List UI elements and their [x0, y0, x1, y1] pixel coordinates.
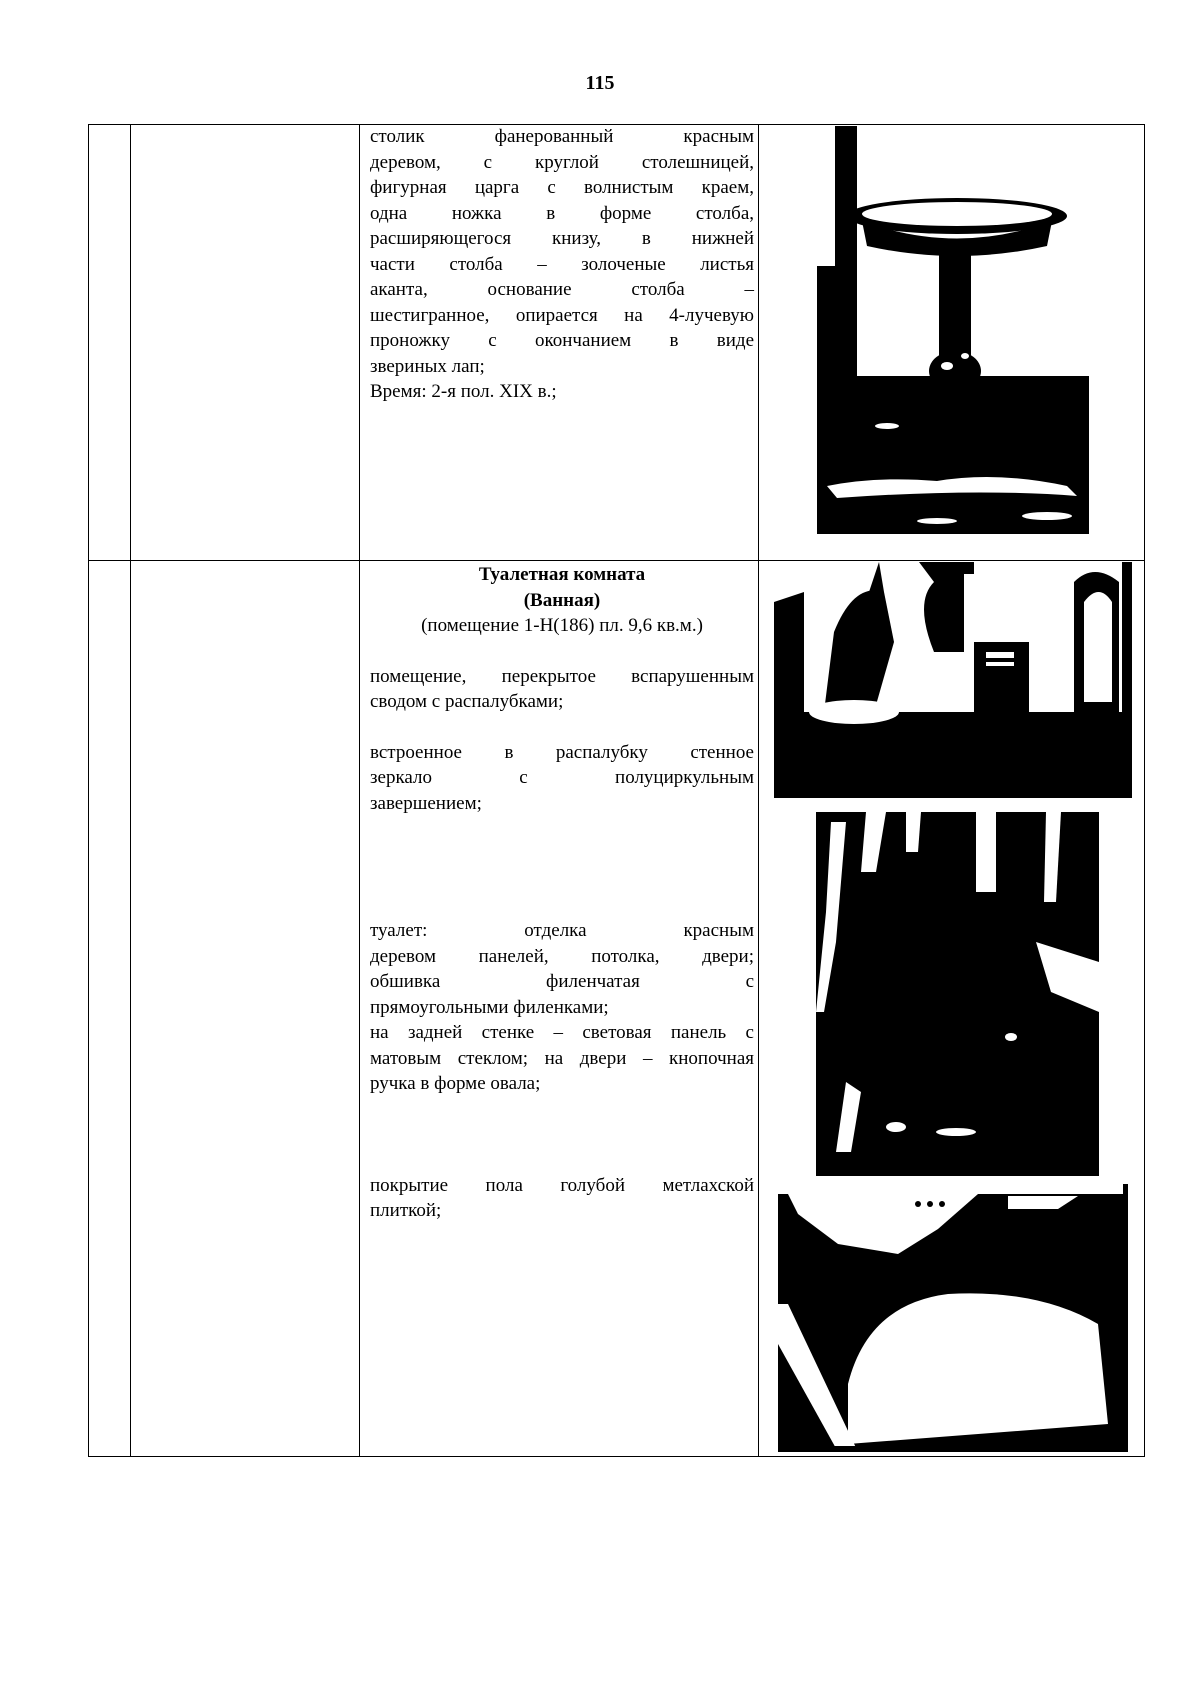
room-subtitle: (помещение 1-Н(186) пл. 9,6 кв.м.) — [421, 615, 703, 636]
paragraph-line: покрытие пола голубой метлахской — [370, 1174, 754, 1196]
paragraph-line: туалет: отделка красным — [370, 920, 754, 941]
paragraph-line: завершением; — [370, 792, 482, 814]
paragraph-line: зеркало с полуциркульным — [370, 767, 754, 788]
inventory-table — [88, 124, 1145, 1457]
page-number: 115 — [585, 72, 615, 94]
time-period: Время: 2-я пол. XIX в.; — [370, 381, 557, 402]
room-title-alt: (Ванная) — [523, 589, 601, 611]
row2-description — [370, 562, 754, 1224]
column-divider — [758, 124, 759, 1457]
description-line: расширяющегося книзу, в нижней — [370, 228, 754, 249]
table-right-border — [1144, 124, 1145, 1457]
paragraph-line: сводом с распалубками; — [370, 691, 564, 712]
description-line: проножку с окончанием в виде — [370, 330, 754, 351]
tile-floor-photo — [778, 1184, 1128, 1452]
description-line: шестигранное, опирается на 4-лучевую — [370, 304, 754, 326]
paragraph-line: прямоугольными филенками; — [370, 996, 609, 1018]
paragraph-line: ручка в форме овала; — [370, 1073, 541, 1094]
description-line: деревом, с круглой столешницей, — [370, 151, 754, 173]
paragraph-line: встроенное в распалубку стенное — [370, 741, 754, 763]
row1-description — [370, 124, 754, 405]
description-line: аканта, основание столба – — [370, 279, 754, 300]
paragraph-line: деревом панелей, потолка, двери; — [370, 945, 754, 967]
table-left-border — [88, 124, 89, 1457]
row-divider — [88, 560, 1145, 561]
mirror-room-photo — [774, 562, 1132, 798]
round-table-photo — [817, 126, 1089, 534]
paragraph-line: плиткой; — [370, 1200, 442, 1221]
description-line: части столба – золоченые листья — [370, 253, 754, 275]
description-line: столик фанерованный красным — [370, 126, 754, 147]
paragraph-line: на задней стенке – световая панель с — [370, 1022, 754, 1043]
paragraph-line: помещение, перекрытое вспарушенным — [370, 665, 754, 687]
description-line: одна ножка в форме столба, — [370, 202, 754, 224]
description-line: звериных лап; — [370, 355, 485, 377]
toilet-panel-photo — [806, 812, 1099, 1176]
paragraph-line: матовым стеклом; на двери – кнопочная — [370, 1047, 754, 1069]
description-line: фигурная царга с волнистым краем, — [370, 177, 754, 198]
room-title: Туалетная комната — [478, 564, 646, 585]
column-divider — [130, 124, 131, 1457]
column-divider — [359, 124, 360, 1457]
table-bottom-border — [88, 1456, 1145, 1457]
paragraph-line: обшивка филенчатая с — [370, 971, 754, 992]
